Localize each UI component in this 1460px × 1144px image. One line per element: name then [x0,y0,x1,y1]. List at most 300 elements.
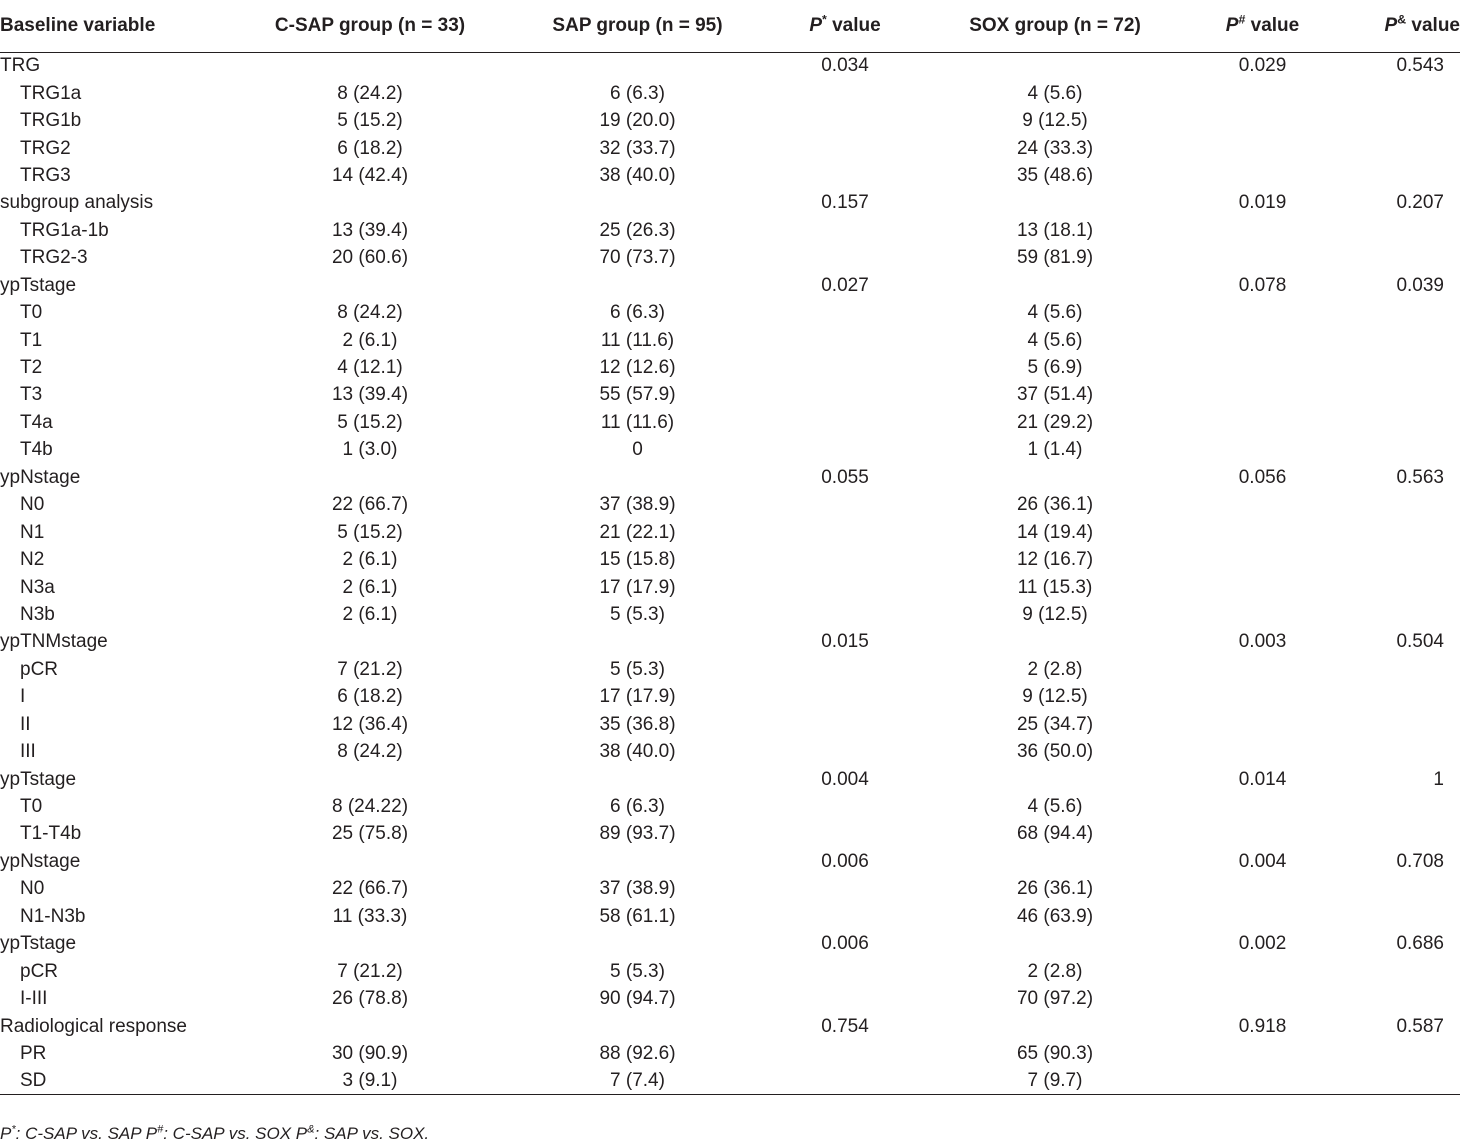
header-p-hash-value [1190,0,1335,52]
table-row [0,546,1460,573]
table-row [0,491,1460,518]
footnote-p-hash-letter: P [145,1124,158,1143]
cell-sap-group: 88 (92.6) [599,1042,676,1064]
cell-csap-group [235,848,505,875]
cell-p-star-value: 0.027 [821,274,869,296]
table-row [0,299,1460,326]
cell-sap-group: 5 (5.3) [610,960,665,982]
cell-sap-group: 0 [632,439,643,461]
table-row [0,573,1460,600]
cell-p-hash-value [1190,957,1335,984]
table-section-row [0,1012,1460,1039]
table-section-row [0,464,1460,491]
cell-csap-group: 4 (12.1) [337,357,403,379]
table-row [0,134,1460,161]
p-amp-letter: P [1384,14,1398,36]
cell-csap-group: 8 (24.2) [337,302,403,324]
cell-sap-group: 17 (17.9) [599,686,676,708]
cell-csap-group: 5 (15.2) [337,110,403,132]
cell-sap-group [505,930,770,957]
cell-baseline-variable: I-III [20,988,48,1010]
cell-p-star-value [770,79,920,106]
cell-p-amp-value: 0.587 [1396,1015,1444,1037]
cell-p-hash-value: 0.056 [1238,466,1287,488]
cell-p-star-value: 0.754 [821,1015,869,1037]
cell-baseline-variable: ypNstage [0,850,81,872]
cell-baseline-variable: ypTstage [0,274,77,296]
cell-p-star-value [770,903,920,930]
cell-p-amp-value [1335,546,1460,573]
cell-baseline-variable: ypTstage [0,768,77,790]
header-sox-group: SOX group (n = 72) [920,0,1190,52]
cell-p-amp-value: 1 [1433,768,1444,790]
cell-sap-group: 11 (11.6) [600,411,675,433]
cell-sox-group [920,765,1190,792]
cell-sap-group [505,1012,770,1039]
cell-p-hash-value [1190,381,1335,408]
cell-p-amp-value [1335,79,1460,106]
p-hash-letter: P [1225,14,1239,36]
cell-csap-group: 2 (6.1) [342,576,398,598]
cell-sox-group: 68 (94.4) [1016,823,1094,845]
cell-p-star-value [770,518,920,545]
cell-p-hash-value [1190,573,1335,600]
cell-sap-group: 70 (73.7) [599,247,676,269]
cell-baseline-variable: T1-T4b [20,823,82,845]
cell-p-star-value [770,820,920,847]
cell-csap-group: 3 (9.1) [235,1067,505,1094]
cell-p-hash-value: 0.078 [1238,274,1287,296]
cell-p-star-value [770,546,920,573]
cell-sox-group [920,1012,1190,1039]
footnote-p-star-text: : C-SAP vs. SAP [15,1124,146,1143]
cell-p-star-value: 0.157 [821,192,869,214]
cell-p-hash-value [1190,107,1335,134]
cell-p-amp-value [1335,738,1460,765]
cell-baseline-variable: pCR [20,960,59,982]
cell-sap-group: 37 (38.9) [599,878,676,900]
cell-sox-group: 14 (19.4) [1016,521,1094,543]
cell-sap-group: 32 (33.7) [599,137,676,159]
header-sap-group: SAP group (n = 95) [505,0,770,52]
cell-p-star-value [770,656,920,683]
header-p-star-value [770,0,920,52]
footnote-p-hash-text: : C-SAP vs. SOX [163,1124,296,1143]
cell-sox-group: 1 (1.4) [1027,439,1083,461]
cell-sap-group [505,765,770,792]
cell-p-amp-value [1335,299,1460,326]
cell-sap-group: 38 (40.0) [599,741,676,763]
cell-sap-group: 5 (5.3) [610,603,665,625]
p-amp-symbol: & [1397,12,1407,27]
cell-sap-group: 5 (5.3) [610,658,665,680]
cell-baseline-variable: II [20,713,31,735]
cell-p-hash-value [1190,326,1335,353]
cell-csap-group: 14 (42.4) [331,164,409,186]
cell-p-amp-value: 0.708 [1396,850,1444,872]
cell-p-amp-value [1335,134,1460,161]
cell-sap-group [505,52,770,79]
cell-sap-group: 19 (20.0) [599,110,676,132]
cell-p-amp-value: 0.504 [1396,631,1444,653]
cell-baseline-variable: T4b [20,439,53,461]
cell-sap-group: 7 (7.4) [505,1067,770,1094]
table-row [0,107,1460,134]
cell-p-star-value [770,573,920,600]
cell-csap-group: 6 (18.2) [337,137,403,159]
cell-baseline-variable: T2 [20,357,43,379]
cell-baseline-variable: N2 [20,549,45,571]
cell-csap-group: 13 (39.4) [331,384,409,406]
cell-p-amp-value [1335,1040,1460,1067]
cell-p-hash-value: 0.918 [1238,1015,1287,1037]
cell-sap-group: 90 (94.7) [599,988,676,1010]
cell-p-hash-value [1190,985,1335,1012]
cell-sap-group [505,189,770,216]
cell-p-hash-value [1190,217,1335,244]
cell-p-amp-value [1335,381,1460,408]
table-row [0,79,1460,106]
p-amp-suffix: value [1406,14,1460,36]
cell-p-hash-value: 0.029 [1238,55,1287,77]
cell-csap-group [235,189,505,216]
cell-p-star-value [770,601,920,628]
cell-p-amp-value: 0.207 [1396,192,1444,214]
cell-sox-group: 37 (51.4) [1016,384,1094,406]
cell-p-star-value [770,134,920,161]
cell-p-amp-value [1335,162,1460,189]
table-row [0,793,1460,820]
cell-baseline-variable: SD [0,1067,235,1094]
cell-baseline-variable: ypNstage [0,466,81,488]
cell-sap-group [505,464,770,491]
cell-baseline-variable: T1 [20,329,43,351]
cell-sap-group: 25 (26.3) [599,219,676,241]
table-section-row [0,765,1460,792]
cell-baseline-variable: N1 [20,521,45,543]
header-p-amp-value [1335,0,1460,52]
cell-sox-group: 4 (5.6) [1027,82,1083,104]
cell-p-amp-value [1335,820,1460,847]
cell-sap-group: 11 (11.6) [600,329,675,351]
cell-p-star-value [770,436,920,463]
cell-csap-group: 30 (90.9) [331,1042,409,1064]
p-hash-symbol: # [1238,12,1246,27]
cell-p-hash-value [1190,656,1335,683]
cell-csap-group: 5 (15.2) [337,521,403,543]
cell-sox-group: 65 (90.3) [1016,1042,1094,1064]
cell-baseline-variable: TRG1a-1b [20,219,109,241]
cell-sox-group: 5 (6.9) [1027,357,1083,379]
cell-csap-group: 7 (21.2) [337,658,403,680]
cell-p-hash-value [1190,491,1335,518]
cell-p-star-value [770,957,920,984]
cell-csap-group: 7 (21.2) [337,960,403,982]
cell-sap-group [505,628,770,655]
cell-baseline-variable: N0 [20,494,45,516]
cell-p-hash-value [1190,79,1335,106]
cell-p-star-value [770,409,920,436]
table-section-row [0,52,1460,79]
cell-sox-group: 24 (33.3) [1016,137,1094,159]
table-section-row [0,930,1460,957]
cell-csap-group [235,272,505,299]
cell-csap-group: 2 (6.1) [342,329,398,351]
cell-p-amp-value: 0.563 [1396,466,1444,488]
cell-p-amp-value [1335,1067,1460,1094]
cell-sox-group: 12 (16.7) [1016,549,1094,571]
cell-p-star-value [770,326,920,353]
cell-baseline-variable: T4a [20,411,53,433]
table-row [0,683,1460,710]
cell-p-star-value: 0.015 [821,631,869,653]
cell-csap-group: 2 (6.1) [342,549,398,571]
table-row [0,1067,1460,1094]
cell-csap-group: 22 (66.7) [331,494,409,516]
cell-baseline-variable: TRG2 [20,137,71,159]
footnote-p-amp-symbol: & [307,1123,315,1136]
header-row [0,0,1460,52]
cell-sox-group: 25 (34.7) [1016,713,1094,735]
cell-sox-group: 11 (15.3) [1017,576,1093,598]
table-footnote [0,1124,429,1144]
cell-csap-group [235,765,505,792]
cell-sap-group: 6 (6.3) [610,796,665,818]
cell-sox-group [920,189,1190,216]
table-section-row [0,628,1460,655]
cell-p-hash-value [1190,683,1335,710]
cell-sox-group: 9 (12.5) [1022,686,1088,708]
cell-p-hash-value: 0.014 [1238,768,1287,790]
cell-p-amp-value [1335,683,1460,710]
table-row [0,738,1460,765]
p-star-letter: P [809,14,822,36]
table-row [0,985,1460,1012]
table-row [0,354,1460,381]
cell-p-hash-value: 0.003 [1238,631,1287,653]
table-row [0,820,1460,847]
cell-baseline-variable: TRG2-3 [20,247,88,269]
p-star-symbol: * [822,12,827,27]
p-hash-suffix: value [1245,14,1300,36]
cell-p-amp-value [1335,354,1460,381]
table-row [0,1040,1460,1067]
cell-csap-group [235,930,505,957]
cell-p-star-value [770,1040,920,1067]
cell-sox-group [920,272,1190,299]
cell-p-hash-value [1190,299,1335,326]
cell-p-amp-value [1335,656,1460,683]
cell-p-hash-value [1190,711,1335,738]
cell-csap-group [235,464,505,491]
footnote-p-amp-text: : SAP vs. SOX. [314,1124,430,1143]
cell-p-hash-value [1190,546,1335,573]
cell-sox-group: 2 (2.8) [1027,960,1083,982]
cell-sox-group [920,52,1190,79]
cell-baseline-variable: ypTNMstage [0,631,108,653]
cell-sox-group: 26 (36.1) [1016,878,1094,900]
cell-csap-group: 8 (24.2) [337,741,403,763]
cell-sap-group [505,272,770,299]
table-row [0,656,1460,683]
cell-p-star-value [770,162,920,189]
cell-csap-group: 2 (6.1) [342,603,398,625]
cell-sox-group: 35 (48.6) [1016,164,1094,186]
cell-sap-group: 55 (57.9) [599,384,676,406]
cell-p-amp-value: 0.686 [1396,933,1444,955]
cell-p-hash-value [1190,436,1335,463]
cell-sap-group: 12 (12.6) [599,357,676,379]
cell-sox-group: 26 (36.1) [1016,494,1094,516]
cell-p-amp-value [1335,244,1460,271]
cell-p-hash-value [1190,134,1335,161]
cell-p-star-value: 0.004 [821,768,869,790]
cell-sox-group: 36 (50.0) [1016,741,1094,763]
cell-sox-group [920,464,1190,491]
table-row [0,162,1460,189]
cell-p-star-value: 0.006 [821,933,869,955]
cell-baseline-variable: TRG1a [20,82,82,104]
cell-p-star-value [770,793,920,820]
cell-p-amp-value [1335,436,1460,463]
cell-p-star-value [770,711,920,738]
cell-p-star-value [770,738,920,765]
cell-baseline-variable: TRG1b [20,110,82,132]
cell-p-amp-value [1335,601,1460,628]
cell-sap-group: 89 (93.7) [599,823,676,845]
cell-sox-group [920,848,1190,875]
cell-p-star-value: 0.034 [821,55,869,77]
cell-p-star-value [770,683,920,710]
cell-baseline-variable: N0 [20,878,45,900]
cell-csap-group [235,628,505,655]
cell-csap-group: 13 (39.4) [331,219,409,241]
cell-baseline-variable: N3a [20,576,55,598]
table-row [0,518,1460,545]
cell-p-star-value [770,381,920,408]
cell-baseline-variable: ypTstage [0,933,77,955]
footnote-p-star-letter: P [0,1124,12,1143]
cell-p-hash-value [1190,875,1335,902]
cell-csap-group: 5 (15.2) [337,411,403,433]
table-body [0,52,1460,1095]
cell-baseline-variable: N3b [20,603,55,625]
cell-sox-group: 9 (12.5) [1022,110,1088,132]
cell-p-hash-value [1190,601,1335,628]
cell-p-amp-value [1335,875,1460,902]
cell-p-star-value [770,491,920,518]
table-row [0,217,1460,244]
cell-p-star-value [770,217,920,244]
table-section-row [0,189,1460,216]
cell-baseline-variable: TRG3 [20,164,71,186]
table-row [0,601,1460,628]
cell-sap-group: 15 (15.8) [599,549,676,571]
cell-csap-group: 26 (78.8) [331,988,409,1010]
table-row [0,711,1460,738]
cell-sap-group: 38 (40.0) [599,164,676,186]
cell-sox-group: 4 (5.6) [1027,796,1083,818]
cell-sap-group: 6 (6.3) [610,82,665,104]
cell-p-amp-value [1335,903,1460,930]
cell-p-star-value [770,985,920,1012]
table-row [0,244,1460,271]
table-row [0,903,1460,930]
cell-baseline-variable: T3 [20,384,43,406]
cell-sox-group: 13 (18.1) [1016,219,1094,241]
cell-p-amp-value [1335,573,1460,600]
cell-baseline-variable: subgroup analysis [0,192,154,214]
table-header [0,0,1460,52]
cell-sap-group: 17 (17.9) [599,576,676,598]
cell-p-amp-value [1335,985,1460,1012]
cell-p-amp-value [1335,793,1460,820]
cell-sap-group: 6 (6.3) [610,302,665,324]
cell-csap-group: 12 (36.4) [331,713,409,735]
cell-csap-group: 8 (24.2) [337,82,403,104]
cell-p-amp-value [1335,491,1460,518]
header-baseline-variable: Baseline variable [0,0,235,52]
cell-csap-group: 1 (3.0) [342,439,398,461]
cell-baseline-variable: III [20,741,36,763]
cell-p-amp-value [1335,217,1460,244]
cell-sox-group [920,628,1190,655]
table-row [0,381,1460,408]
cell-p-hash-value [1190,1067,1335,1094]
footnote-p-hash-symbol: # [157,1123,164,1136]
cell-p-amp-value [1335,409,1460,436]
cell-baseline-variable: T0 [20,302,43,324]
cell-sox-group: 46 (63.9) [1016,905,1094,927]
cell-p-amp-value [1335,957,1460,984]
p-star-suffix: value [826,14,881,36]
cell-sox-group: 70 (97.2) [1016,988,1094,1010]
cell-sox-group [920,930,1190,957]
cell-baseline-variable: Radiological response [0,1015,187,1037]
cell-csap-group: 20 (60.6) [331,247,409,269]
cell-p-hash-value [1190,518,1335,545]
cell-baseline-variable: pCR [20,658,59,680]
cell-p-star-value [770,1067,920,1094]
cell-p-hash-value [1190,409,1335,436]
cell-p-amp-value: 0.543 [1396,55,1444,77]
table-section-row [0,272,1460,299]
cell-p-star-value [770,244,920,271]
cell-p-hash-value [1190,162,1335,189]
cell-sox-group: 4 (5.6) [1027,329,1083,351]
cell-p-hash-value [1190,738,1335,765]
cell-sox-group: 7 (9.7) [920,1067,1190,1094]
cell-sox-group: 4 (5.6) [1027,302,1083,324]
cell-csap-group: 25 (75.8) [331,823,409,845]
table-section-row [0,848,1460,875]
cell-p-hash-value [1190,793,1335,820]
cell-baseline-variable: TRG [0,55,41,77]
cell-p-hash-value [1190,354,1335,381]
cell-csap-group [235,1012,505,1039]
cell-p-hash-value: 0.004 [1238,850,1287,872]
cell-sap-group: 21 (22.1) [599,521,676,543]
cell-p-hash-value [1190,244,1335,271]
table-row [0,957,1460,984]
cell-sox-group: 2 (2.8) [1027,658,1083,680]
cell-sox-group: 9 (12.5) [1022,603,1088,625]
cell-p-star-value: 0.006 [821,850,869,872]
table-row [0,436,1460,463]
footnote-p-star-symbol: * [11,1123,16,1136]
header-csap-group: C-SAP group (n = 33) [235,0,505,52]
cell-p-star-value [770,354,920,381]
